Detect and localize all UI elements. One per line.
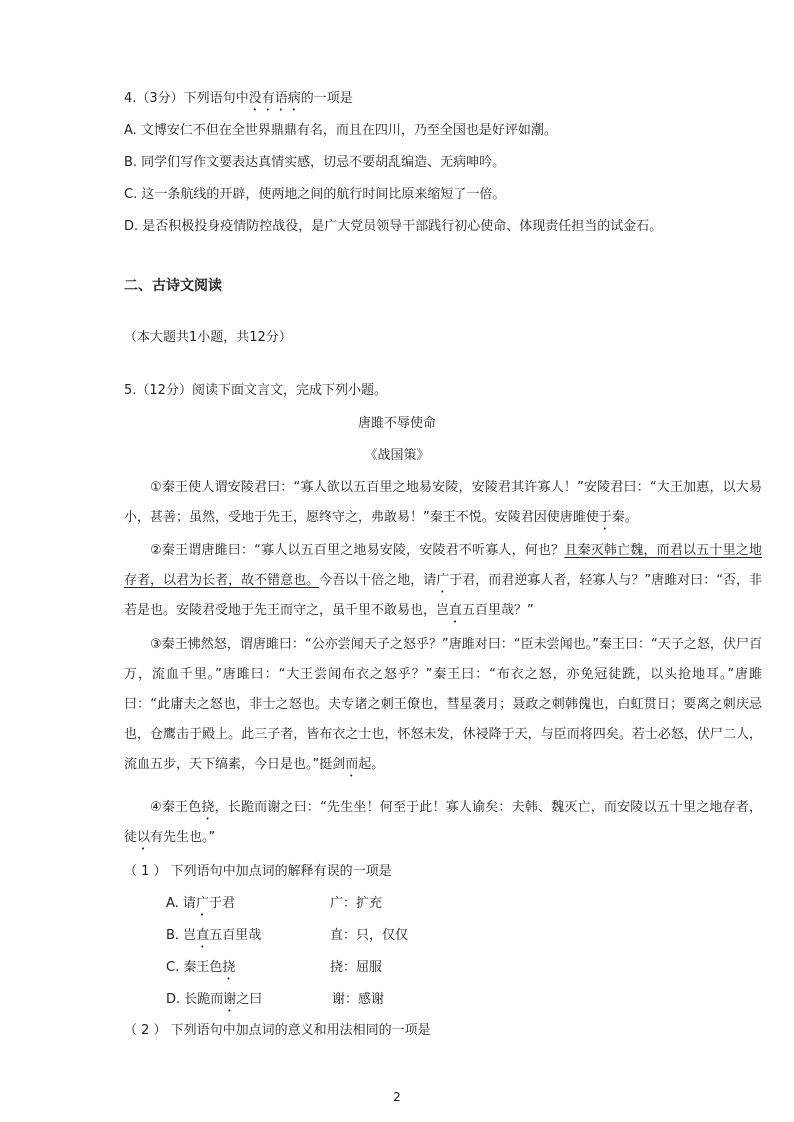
passage-source: 《战国策》	[364, 448, 430, 463]
q4-stem-emphasis: 没有语病	[248, 91, 301, 106]
p2-dotted-word-2: 直	[449, 603, 463, 618]
p3-dotted-word: 而	[345, 757, 359, 772]
q5-stem: 5.（12分）阅读下面文言文，完成下列小题。	[124, 383, 387, 398]
q4-option-d: D. 是否积极投身疫情防控战役，是广大党员领导干部践行初心使命、体现责任担当的试金石。	[124, 219, 663, 234]
page-number: 2	[393, 1090, 401, 1104]
passage-paragraph-3	[124, 630, 762, 780]
p4-text-a: ④秦王色	[150, 800, 202, 815]
sub1-option-b-gloss: 直：只，仅仅	[330, 928, 409, 943]
opt-b-dotted: 直	[196, 928, 210, 943]
sub2-stem: （ 2 ） 下列语句中加点词的意义和用法相同的一项是	[124, 1023, 431, 1038]
p2-underlined-sentence: 且秦灭韩亡魏，而君以五十里之地存者，以君为长者，故不错意也。	[124, 543, 762, 588]
sub1-option-b	[166, 926, 261, 951]
opt-a-dotted: 广	[195, 896, 209, 911]
sub1-option-a-gloss: 广：扩充	[330, 896, 383, 911]
passage-paragraph-2	[124, 536, 762, 626]
opt-a-pre: A. 请	[166, 896, 196, 911]
passage-paragraph-1	[124, 473, 762, 533]
q4-option-a: A. 文博安仁不但在全世界鼎鼎有名，而且在四川，乃至全国也是好评如潮。	[124, 123, 557, 138]
opt-b-pre: B. 岂	[166, 928, 197, 943]
passage-paragraph-4	[124, 793, 762, 853]
section-note: （本大题共1小题，共12分）	[124, 330, 292, 345]
passage-title: 唐雎不辱使命	[357, 416, 436, 431]
sub1-option-c-gloss: 挠：屈服	[330, 960, 383, 975]
q4-option-b: B. 同学们写作文要表达真情实感，切忌不要胡乱编造、无病呻吟。	[124, 155, 506, 170]
sub1-option-a	[166, 894, 235, 919]
p2-text-c: 于君，而君逆寡人者，轻寡人与？”唐雎对曰：“否，非若是也。安陵君受地于先王而守之，虽千里不敢易也，岂	[124, 573, 762, 618]
opt-c-dotted: 挠	[222, 960, 236, 975]
p2-text-d: 五百里哉？”	[462, 603, 534, 618]
p1-text-b: 秦。	[611, 510, 638, 525]
p4-text-b: ，长跪而谢之曰：“先生坐！何至于此！寡人谕矣：夫韩、魏灭亡，而安陵以五十里之地存者，徒	[124, 800, 762, 845]
sub1-option-c	[166, 958, 235, 983]
p3-text-b: 起。	[358, 757, 385, 772]
q4-stem-suffix: 的一项是	[300, 91, 353, 106]
section-title: 二、古诗文阅读	[124, 278, 222, 294]
opt-b-post: 五百里哉	[209, 928, 262, 943]
sub1-option-d	[166, 990, 262, 1015]
opt-a-post: 于君	[208, 896, 235, 911]
opt-d-post: 之曰	[236, 992, 263, 1007]
p2-dotted-word-1: 广	[436, 573, 450, 588]
p4-dotted-word-2: 以	[137, 830, 151, 845]
q4-stem-prefix: 4.（3分）下列语句中	[124, 91, 249, 106]
p2-text-a: ②秦王谓唐雎曰：“寡人以五百里之地易安陵，安陵君不听寡人，何也？	[150, 543, 565, 558]
p1-text-a: ①秦王使人谓安陵君曰：“寡人欲以五百里之地易安陵，安陵君其许寡人！”安陵君曰：“大王加惠，以大易小，甚善；虽然，受地于先王，愿终守之，弗敢易！”秦王不悦。安陵君因使唐雎使	[124, 480, 762, 525]
p4-text-c: 有先生也。”	[150, 830, 216, 845]
q4-stem	[124, 89, 353, 114]
q4-option-c: C. 这一条航线的开辟，使两地之间的航行时间比原来缩短了一倍。	[124, 187, 506, 202]
p3-text-a: ③秦王怫然怒，谓唐雎曰：“公亦尝闻天子之怒乎？”唐雎对曰：“臣未尝闻也。”秦王曰：“天子之怒，伏尸百万，流血千里。”唐雎曰：“大王尝闻布衣之怒乎？”秦王曰：“布衣之怒，亦免冠徒跣，以头抢地耳。”唐雎曰：“此庸夫之怒也，非士之怒也。夫专诸之刺王僚也，彗星袭月；聂政之刺韩傀也，白虹贯日；要离之刺庆忌也，仓鹰击于殿上。此三子者，皆布衣之士也，怀怒未发，休祲降于天，与臣而将四矣。若士必怒，伏尸二人，流血五步，天下缟素，今日是也。”挺剑	[124, 637, 762, 772]
opt-d-pre: D. 长跪而	[166, 992, 224, 1007]
p1-dotted-word: 于	[598, 510, 612, 525]
sub1-stem: （ 1 ） 下列语句中加点词的解释有误的一项是	[124, 864, 392, 879]
sub1-option-d-gloss: 谢：感谢	[332, 992, 385, 1007]
opt-d-dotted: 谢	[223, 992, 237, 1007]
p2-text-b: 今吾以十倍之地，请	[319, 573, 437, 588]
opt-c-pre: C. 秦王色	[166, 960, 223, 975]
p4-dotted-word-1: 挠	[201, 800, 215, 815]
